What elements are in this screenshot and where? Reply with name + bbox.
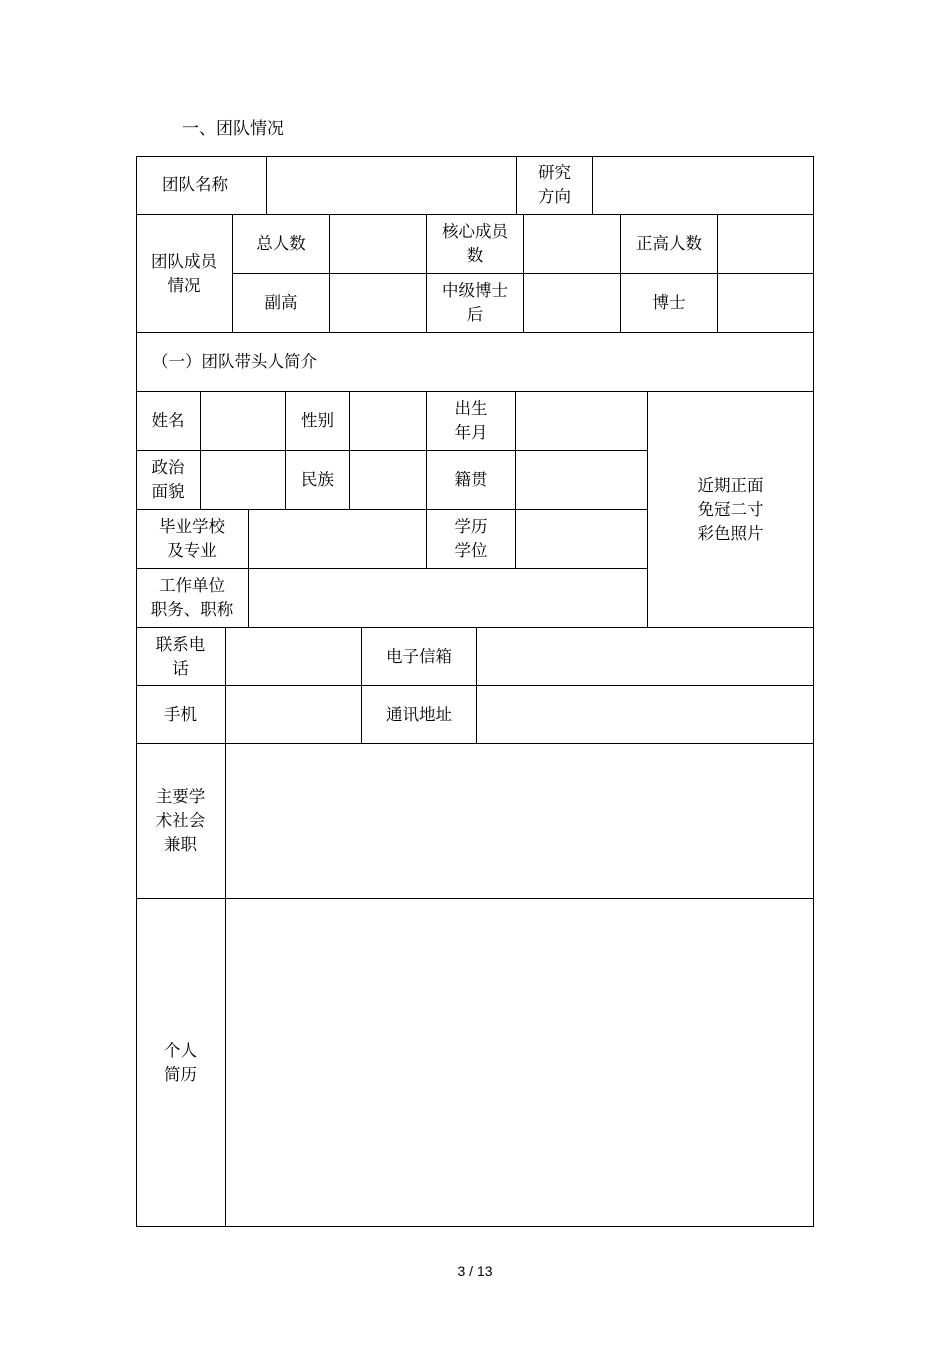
education-degree-field[interactable] (516, 510, 647, 568)
school-major-field[interactable] (249, 510, 426, 568)
phd-count-label: 博士 (652, 293, 686, 312)
photo-placeholder[interactable]: 近期正面 免冠二寸 彩色照片 (697, 475, 764, 543)
phd-count-field[interactable] (718, 274, 813, 332)
leader-section-title: （一）团队带头人简介 (152, 352, 317, 371)
academic-positions-field[interactable] (226, 744, 813, 898)
total-members-field[interactable] (330, 215, 426, 273)
email-field[interactable] (477, 628, 813, 685)
mobile-field[interactable] (226, 686, 361, 743)
team-name-label: 团队名称 (162, 175, 228, 194)
employer-title-field[interactable] (249, 569, 647, 627)
education-degree-label: 学历 学位 (454, 517, 488, 560)
school-major-label: 毕业学校 及专业 (159, 517, 225, 560)
contact-phone-field[interactable] (226, 628, 361, 685)
name-label: 姓名 (151, 411, 185, 430)
section-title: 一、团队情况 (182, 119, 284, 139)
associate-senior-field[interactable] (330, 274, 426, 332)
birth-date-field[interactable] (516, 392, 647, 450)
resume-field[interactable] (226, 899, 813, 1226)
political-status-label: 政治 面貌 (151, 458, 185, 501)
senior-title-count-label: 正高人数 (636, 234, 702, 253)
mid-phd-postdoc-field[interactable] (524, 274, 620, 332)
ethnicity-field[interactable] (350, 451, 426, 509)
contact-phone-label: 联系电 话 (155, 634, 206, 678)
team-members-label: 团队成员 情况 (151, 251, 217, 295)
mid-phd-postdoc-label: 中级博士 后 (442, 281, 508, 324)
gender-field[interactable] (350, 392, 426, 450)
core-members-label: 核心成员 数 (442, 222, 508, 265)
associate-senior-label: 副高 (264, 293, 298, 312)
native-place-field[interactable] (516, 451, 647, 509)
employer-title-label: 工作单位 职务、职称 (150, 576, 234, 619)
research-direction-field[interactable] (593, 157, 813, 214)
page-number: 3 / 13 (457, 1263, 493, 1279)
ethnicity-label: 民族 (301, 470, 334, 489)
political-status-field[interactable] (201, 451, 285, 509)
total-members-label: 总人数 (256, 234, 306, 253)
team-name-field[interactable] (267, 157, 516, 214)
core-members-field[interactable] (524, 215, 620, 273)
native-place-label: 籍贯 (454, 470, 488, 489)
senior-title-count-field[interactable] (718, 215, 813, 273)
team-info-table (136, 156, 814, 1227)
resume-label: 个人 简历 (164, 1040, 197, 1084)
email-label: 电子信箱 (386, 646, 452, 666)
name-field[interactable] (201, 392, 285, 450)
academic-positions-label: 主要学 术社会 兼职 (155, 787, 206, 854)
gender-label: 性别 (301, 411, 334, 430)
research-direction-label: 研究 方向 (538, 163, 571, 206)
mobile-label: 手机 (164, 704, 197, 724)
birth-date-label: 出生 年月 (454, 399, 488, 442)
address-field[interactable] (477, 686, 813, 743)
address-label: 通讯地址 (386, 704, 452, 724)
